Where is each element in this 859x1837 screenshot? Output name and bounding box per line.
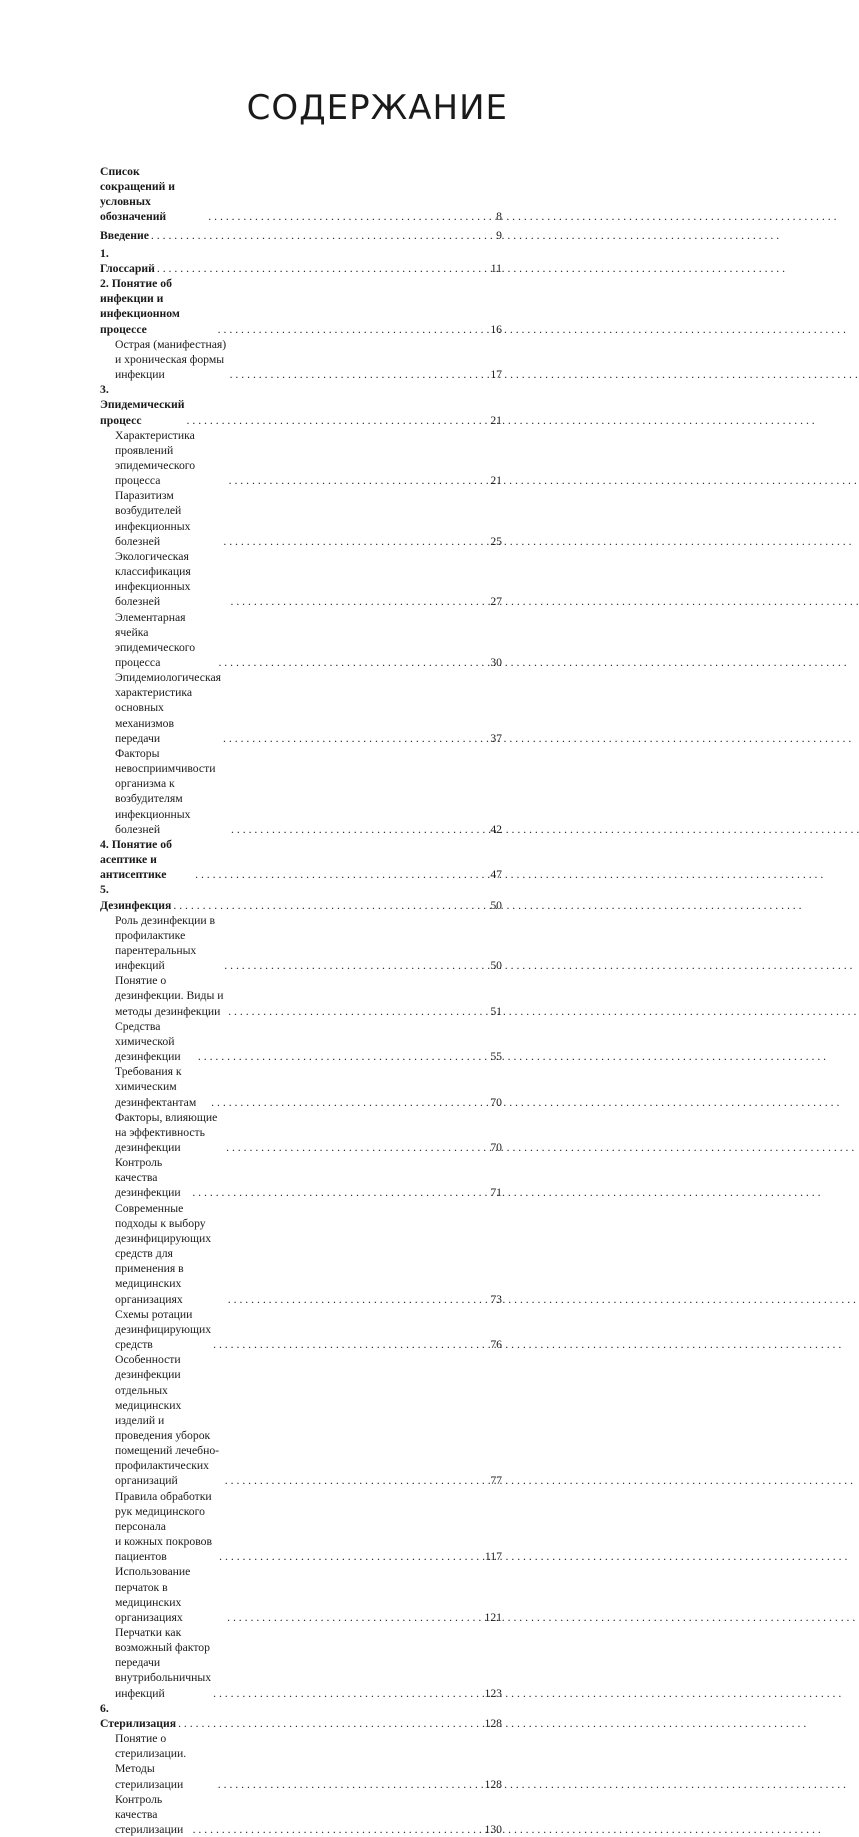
toc-page-number: 25 — [490, 534, 502, 548]
toc-entry-title — [115, 1064, 209, 1109]
toc-entry-title — [100, 228, 149, 243]
toc-entry-title-line: Введение — [100, 228, 149, 242]
toc-entry-title-line: Понятие о дезинфекции. Виды и методы дезинфекции — [115, 974, 224, 1018]
toc-entry-title — [100, 1701, 176, 1731]
page-title: СОДЕРЖАНИЕ — [246, 88, 508, 128]
toc-entry-title-line: Острая (манифестная) и хроническая формы инфекции — [115, 337, 227, 382]
toc-dot-leader — [231, 822, 486, 837]
toc-dot-leader — [226, 1140, 486, 1155]
toc-entry-title-line: 6. Стерилизация — [100, 1701, 177, 1730]
toc-entry-title-line: внутрибольничных инфекций — [115, 1671, 212, 1700]
toc-chapter-entry — [100, 837, 502, 882]
toc-entry-title — [115, 610, 216, 671]
toc-entry-title — [115, 1110, 224, 1155]
toc-page-number: 117 — [484, 1550, 502, 1564]
toc-entry-title — [115, 1019, 196, 1064]
toc-entry-title-line: Контроль качества стерилизации — [115, 1792, 184, 1837]
toc-entry-title — [100, 882, 171, 912]
toc-chapter-entry — [100, 246, 502, 276]
toc-entry-title — [115, 913, 222, 974]
toc-page-number: 47 — [490, 868, 502, 882]
toc-entry-title-line: 2. Понятие об инфекции и инфекционном процессе — [100, 277, 180, 336]
toc-entry-title-line: Паразитизм возбудителей инфекционных болезней — [115, 489, 191, 548]
toc-dot-leader — [198, 1049, 486, 1064]
toc-entry-title — [115, 973, 226, 1018]
toc-entry-title-line: изделий и проведения уборок помещений лечебно- — [115, 1413, 220, 1458]
toc-section-entry — [100, 1352, 502, 1488]
toc-page-number: 37 — [490, 731, 502, 745]
toc-entry-title-line: Список сокращений и условных обозначений — [100, 165, 176, 224]
toc-section-entry — [100, 1564, 502, 1625]
toc-dot-leader — [219, 1549, 483, 1564]
toc-section-entry — [100, 1019, 502, 1064]
toc-chapter-entry — [100, 382, 502, 427]
toc-entry-title-line: механизмов передачи — [115, 716, 175, 745]
toc-entry-title-line: 4. Понятие об асептике и антисептике — [100, 837, 172, 882]
toc-section-entry — [100, 1155, 502, 1200]
toc-dot-leader — [157, 261, 486, 276]
toc-entry-title-line: Факторы, влияющие на эффективность дезинфекции — [115, 1110, 218, 1154]
toc-dot-leader — [223, 731, 486, 746]
toc-section-entry — [100, 337, 502, 382]
toc-entry-title-line: инфекций — [115, 959, 165, 973]
toc-section-entry — [100, 1625, 502, 1701]
toc-entry-title — [115, 1155, 190, 1200]
toc-dot-leader — [192, 1185, 486, 1200]
toc-section-entry — [100, 1064, 502, 1109]
toc-entry-title-line: средств для применения в медицинских организациях — [115, 1247, 184, 1306]
toc-entry-title-line: Средства химической дезинфекции — [115, 1019, 181, 1064]
toc-dot-leader — [211, 1095, 486, 1110]
toc-section-entry — [100, 1792, 502, 1837]
toc-entry-title-line: и кожных покровов пациентов — [115, 1535, 213, 1564]
toc-dot-leader — [178, 1716, 482, 1731]
toc-page-number: 30 — [490, 656, 502, 669]
toc-chapter-entry — [100, 164, 502, 225]
toc-entry-title-line: Элементарная ячейка эпидемического процесса — [115, 610, 196, 669]
toc-entry-title-line: Понятие о стерилизации. Методы стерилизации — [115, 1732, 187, 1791]
toc-entry-title-line: Роль дезинфекции в профилактике парентеральных — [115, 913, 216, 957]
toc-entry-title-line: Особенности дезинфекции отдельных медицинских — [115, 1353, 182, 1412]
toc-entry-title — [115, 549, 228, 610]
toc-entry-title-line: Факторы невосприимчивости организма к возбудителям — [115, 746, 216, 806]
toc-entry-title — [100, 276, 216, 337]
toc-chapter-entry — [100, 882, 502, 912]
toc-page-number: 21 — [490, 413, 502, 427]
toc-page-number: 55 — [490, 1050, 502, 1064]
toc-dot-leader — [218, 655, 486, 670]
toc-entry-title — [115, 1489, 217, 1565]
toc-dot-leader — [228, 1004, 486, 1019]
toc-dot-leader — [223, 534, 486, 549]
toc-dot-leader — [224, 958, 486, 973]
toc-section-entry — [100, 1489, 502, 1565]
toc-entry-title — [115, 1201, 226, 1307]
toc-dot-leader — [208, 209, 486, 224]
toc-entry-title-line: Требования к химическим дезинфектантам — [115, 1065, 197, 1109]
toc-dot-leader — [229, 473, 486, 488]
toc-section-entry — [100, 746, 502, 837]
toc-entry-title — [100, 164, 206, 225]
toc-entry-title-line: Эпидемиологическая характеристика основных — [115, 671, 222, 715]
toc-dot-leader — [230, 594, 486, 609]
toc-section-entry — [100, 1307, 502, 1352]
toc-page-number: 77 — [490, 1474, 502, 1488]
toc-page-number: 73 — [490, 1292, 502, 1306]
toc-page-number: 76 — [490, 1338, 502, 1352]
toc-entry-title — [115, 428, 227, 489]
toc-section-entry — [100, 1731, 502, 1792]
toc-entry-title-line: Перчатки как возможный фактор передачи — [115, 1626, 210, 1670]
toc-dot-leader — [218, 1777, 483, 1792]
toc-page-number: 21 — [490, 474, 502, 488]
toc-dot-leader — [225, 1473, 486, 1488]
toc-dot-leader — [151, 228, 486, 243]
toc-section-entry — [100, 428, 502, 489]
toc-page-number: 123 — [484, 1686, 502, 1700]
toc-entry-title — [115, 1352, 223, 1488]
toc-dot-leader — [230, 367, 486, 382]
toc-page-number: 71 — [490, 1186, 502, 1200]
toc-page-number: 130 — [484, 1823, 502, 1837]
toc-page-number: 11 — [490, 261, 502, 275]
toc-page-number: 42 — [490, 822, 502, 836]
toc-entry-title — [115, 746, 229, 837]
toc-entry-title — [115, 670, 221, 746]
toc-entry-title — [100, 837, 193, 882]
toc-entry-title-line: Характеристика проявлений эпидемического процесса — [115, 428, 196, 488]
toc-entry-title-line: Экологическая классификация инфекционных болезней — [115, 549, 191, 609]
toc-page-number: 9 — [496, 228, 502, 242]
toc-dot-leader — [193, 1822, 483, 1837]
toc-chapter-entry — [100, 228, 502, 243]
toc-entry-title — [115, 1625, 211, 1701]
toc-entry-title-line: 1. Глоссарий — [100, 246, 155, 275]
toc-entry-title — [100, 382, 185, 427]
toc-entry-title-line: Использование перчаток в медицинских организациях — [115, 1565, 191, 1624]
toc-page-number: 50 — [490, 959, 502, 973]
toc-entry-title-line: Современные подходы к выбору дезинфицирующих — [115, 1201, 212, 1245]
toc-section-entry — [100, 973, 502, 1018]
toc-dot-leader — [213, 1686, 482, 1701]
toc-entry-title — [115, 488, 221, 549]
toc-dot-leader — [228, 1292, 486, 1307]
toc-entry-title-line: профилактических организаций — [115, 1459, 209, 1488]
toc-dot-leader — [213, 1337, 486, 1352]
toc-page-number: 50 — [490, 898, 502, 912]
toc-entry-title-line: Контроль качества дезинфекции — [115, 1156, 181, 1200]
toc-page-number: 27 — [490, 595, 502, 609]
toc-section-entry — [100, 1110, 502, 1155]
toc-section-entry — [100, 610, 502, 671]
toc-dot-leader — [218, 322, 486, 337]
toc-dot-leader — [187, 413, 486, 428]
toc-section-entry — [100, 488, 502, 549]
toc-page-number: 70 — [490, 1141, 502, 1154]
toc-entry-title — [115, 1731, 216, 1792]
toc-entry-title — [115, 1307, 211, 1352]
toc-entry-title — [100, 246, 155, 276]
toc-chapter-entry — [100, 276, 502, 337]
toc-entry-title-line: Схемы ротации дезинфицирующих средств — [115, 1307, 212, 1352]
toc-page-number: 17 — [490, 368, 502, 382]
toc-page-number: 16 — [490, 322, 502, 336]
toc-page-number: 128 — [484, 1777, 502, 1791]
toc-entry-title-line: Правила обработки рук медицинского персонала — [115, 1489, 212, 1533]
toc-page-number: 128 — [484, 1716, 502, 1730]
toc-dot-leader — [227, 1610, 482, 1625]
toc-entry-title-line: инфекционных болезней — [115, 807, 191, 836]
toc-chapter-entry — [100, 1701, 502, 1731]
toc-page-number: 8 — [496, 210, 502, 224]
toc-dot-leader — [173, 898, 486, 913]
toc-dot-leader — [195, 867, 486, 882]
toc-page-number: 51 — [490, 1004, 502, 1018]
table-of-contents — [100, 164, 502, 1837]
toc-entry-title-line: 3. Эпидемический процесс — [100, 383, 185, 427]
toc-section-entry — [100, 913, 502, 974]
toc-page-number: 121 — [484, 1610, 502, 1624]
toc-entry-title — [115, 1792, 191, 1837]
toc-page-number: 70 — [490, 1095, 502, 1109]
toc-entry-title — [115, 337, 228, 382]
toc-section-entry — [100, 549, 502, 610]
toc-entry-title-line: 5. Дезинфекция — [100, 883, 172, 912]
toc-entry-title — [115, 1564, 225, 1625]
toc-section-entry — [100, 670, 502, 746]
toc-section-entry — [100, 1201, 502, 1307]
